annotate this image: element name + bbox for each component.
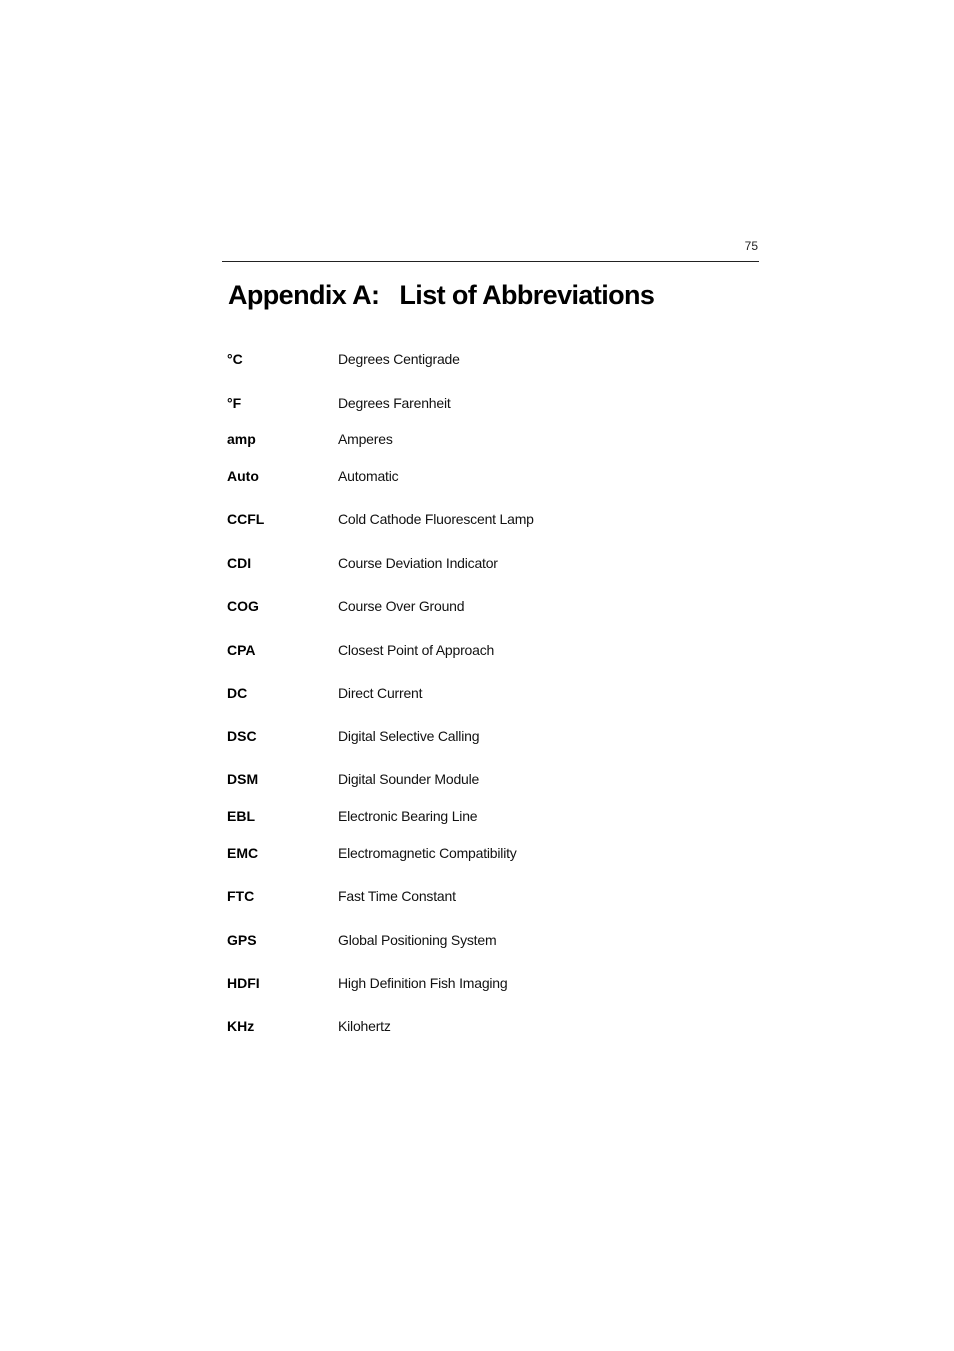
abbreviation-term: GPS (227, 932, 257, 948)
abbreviation-term: Auto (227, 468, 259, 484)
abbreviation-definition: Fast Time Constant (338, 888, 456, 904)
abbreviation-term: °C (227, 351, 243, 367)
abbreviation-definition: Amperes (338, 431, 393, 447)
abbreviation-row (227, 555, 747, 577)
abbreviation-term: HDFI (227, 975, 260, 991)
abbreviation-definition: Direct Current (338, 685, 423, 701)
abbreviation-row (227, 598, 747, 620)
abbreviation-row (227, 511, 747, 533)
abbreviation-row (227, 351, 747, 373)
abbreviation-definition: Digital Sounder Module (338, 771, 480, 787)
abbreviation-row (227, 431, 747, 453)
abbreviation-definition: Cold Cathode Fluorescent Lamp (338, 511, 534, 527)
abbreviation-term: COG (227, 598, 259, 614)
abbreviation-term: amp (227, 431, 256, 447)
appendix-label: Appendix A: (228, 280, 380, 310)
abbreviation-row (227, 1018, 747, 1040)
page-number: 75 (744, 239, 758, 253)
abbreviation-term: DSC (227, 728, 257, 744)
abbreviation-term: CCFL (227, 511, 265, 527)
abbreviation-definition: Degrees Centigrade (338, 351, 460, 367)
abbreviation-row (227, 642, 747, 664)
abbreviation-row (227, 685, 747, 707)
abbreviation-term: DC (227, 685, 248, 701)
appendix-title: List of Abbreviations (399, 280, 655, 310)
abbreviation-definition: Kilohertz (338, 1018, 391, 1034)
abbreviation-row (227, 808, 747, 830)
abbreviation-row (227, 468, 747, 490)
abbreviation-term: °F (227, 395, 242, 411)
abbreviation-term: KHz (227, 1018, 255, 1034)
abbreviation-definition: Course Deviation Indicator (338, 555, 498, 571)
abbreviation-definition: Digital Selective Calling (338, 728, 480, 744)
abbreviation-row (227, 975, 747, 997)
abbreviation-term: FTC (227, 888, 255, 904)
abbreviation-definition: Electromagnetic Compatibility (338, 845, 517, 861)
abbreviation-definition: High Definition Fish Imaging (338, 975, 508, 991)
abbreviation-term: CPA (227, 642, 256, 658)
abbreviation-definition: Closest Point of Approach (338, 642, 495, 658)
abbreviation-term: EMC (227, 845, 259, 861)
abbreviation-row (227, 888, 747, 910)
abbreviation-row (227, 932, 747, 954)
abbreviation-term: EBL (227, 808, 255, 824)
abbreviation-row (227, 845, 747, 867)
abbreviation-definition: Degrees Farenheit (338, 395, 451, 411)
abbreviation-definition: Electronic Bearing Line (338, 808, 478, 824)
abbreviation-definition: Course Over Ground (338, 598, 465, 614)
abbreviation-term: CDI (227, 555, 252, 571)
abbreviation-definition: Global Positioning System (338, 932, 497, 948)
abbreviation-row (227, 771, 747, 793)
abbreviation-term: DSM (227, 771, 259, 787)
abbreviation-row (227, 395, 747, 417)
abbreviation-row (227, 728, 747, 750)
abbreviation-definition: Automatic (338, 468, 399, 484)
